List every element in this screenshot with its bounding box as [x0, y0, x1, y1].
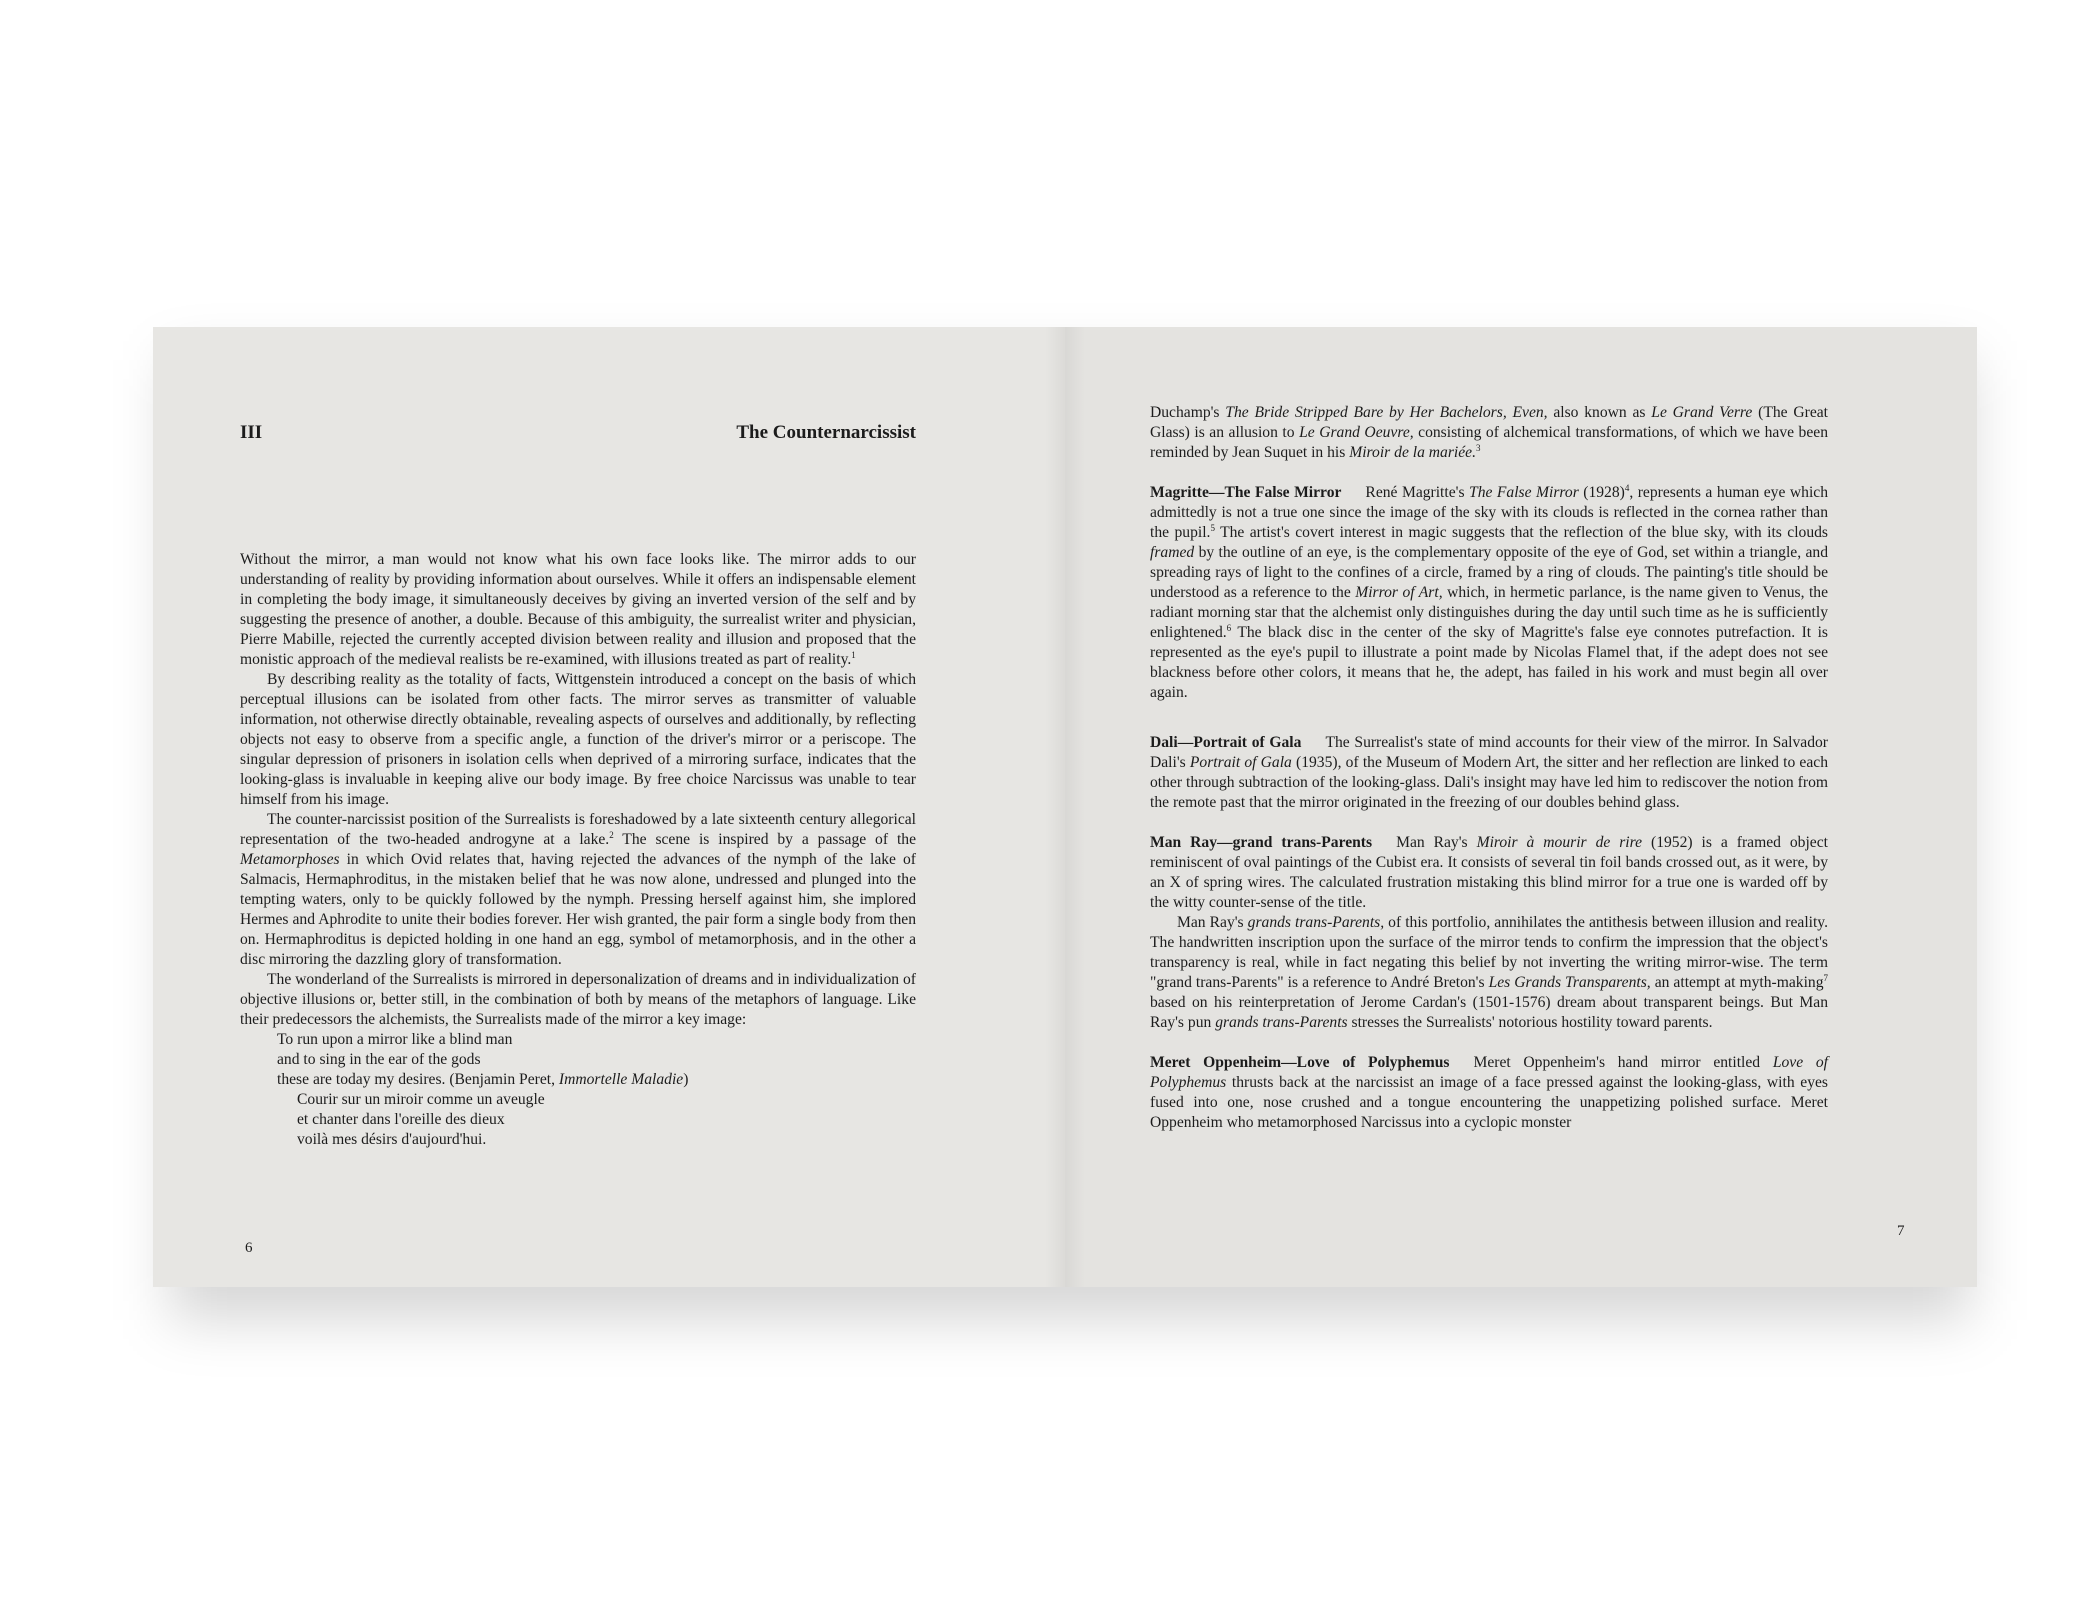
section-magritte: Magritte—The False Mirror René Magritte's The False Mirror $(1928)^4$, represents a human eye which admittedly is not a true one since the image of the sky with its clouds is reflected in the cornea rather than the pupil.$^5$ The artist's covert interest in magic suggests that the reflection of the blue sky, with its clouds framed by the outline of an eye, is the complementary opposite of the eye of God, set within a triangle, and spreading rays of light to the confines of a circle, framed by a ring of clouds. The painting's title should be understood as a reference to the Mirror of Art, which, in hermetic parlance, is the name given to Venus, the radiant morning star that the alchemist only distinguishes during the day until such time as he is sufficiently enlightened.$^6$ The black disc in the center of the sky of Magritte's false eye connotes putrefaction. It is represented as the eye's pupil to illustrate a point made by Nicolas Flamel that, if the adept does not see blackness before other colors, it means that he, the adept, has failed in his work and must begin all over again.: [1150, 482, 1829, 701]
right-page: [1065, 327, 1977, 1287]
paragraph: The counter-narcissist position of the Surrealists is foreshadowed by a late sixteenth century allegorical representation of the two-headed androgyne at a lake.$^2$ The scene is inspired by a passage of the Metamorphoses in which Ovid relates that, having rejected the advances of the nymph of the lake of Salmacis, Hermaphroditus, in the mistaken belief that he was now alone, undressed and plunged into the tempting waters, only to be quickly followed by the nymph. Pressing herself against him, she implored Hermes and Aphrodite to unite their bodies forever. Her wish granted, the pair form a single body from then on. Hermaphroditus is depicted holding in one hand an egg, symbol of metamorphosis, and in the other a disc mirroring the dazzling glory of transformation.: [240, 811, 916, 968]
right-body-text: [1150, 403, 1828, 1133]
paragraph: Without the mirror, a man would not know what his own face looks like. The mirror adds to our understanding of reality by providing information about ourselves. While it offers an indispensable element in completing the body image, it simultaneously deceives by giving an inverted version of the self and by suggesting the presence of another, a double. Because of this ambiguity, the surrealist writer and physician, Pierre Mabille, rejected the currently accepted division between reality and illusion and proposed that the monistic approach of the medieval realists be re-examined, with illusions treated as part of reality.$^1$: [240, 551, 916, 668]
section-heading: Magritte—The False Mirror: [1150, 484, 1342, 501]
page-number-right: 7: [1897, 1223, 1905, 1239]
paragraph: The wonderland of the Surrealists is mirrored in depersonalization of dreams and in individualization of objective illusions or, better still, in the combination of both by means of the metaphors of language. Like their predecessors the alchemists, the Surrealists made of the mirror a key image:: [240, 971, 916, 1028]
section-heading: Man Ray—grand trans-Parents: [1150, 834, 1373, 851]
intro-paragraph: Duchamp's The Bride Stripped Bare by Her Bachelors, Even, also known as Le Grand Verre (The Great Glass) is an allusion to Le Grand Oeuvre, consisting of alchemical transformations, of which we have been reminded by Jean Suquet in his Miroir de la mariée.$^3$: [1150, 404, 1828, 461]
section-manray: Man Ray—grand trans-Parents Man Ray's Miroir à mourir de rire (1952) is a framed object reminiscent of oval paintings of the Cubist era. It consists of several tin foil bands crossed out, as it were, by an X of spring wires. The calculated frustration mistaking this blind mirror for a true one is warded off by the witty counter-sense of the title.: [1150, 834, 1828, 911]
section-oppenheim: Meret Oppenheim—Love of Polyphemus Meret Oppenheim's hand mirror entitled Love of Polyphemus thrusts back at the narcissist an image of a face pressed against the looking-glass, with eyes fused into one, nose crushed and a tongue encountering the unappetizing polished surface. Meret Oppenheim who metamorphosed Narcissus into a cyclopic monster: [1150, 1054, 1828, 1131]
left-page: [153, 327, 1065, 1287]
left-body-text: [240, 550, 916, 1150]
section-heading: Dali—Portrait of Gala: [1150, 734, 1302, 751]
paragraph: By describing reality as the totality of facts, Wittgenstein introduced a concept on the basis of which perceptual illusions can be isolated from other facts. The mirror serves as transmitter of valuable information, not otherwise directly obtainable, revealing aspects of ourselves and additionally, by reflecting objects not easy to observe from a specific angle, a function of the driver's mirror or a periscope. The singular depression of prisoners in isolation cells when deprived of a mirroring surface, indicates that the looking-glass is invaluable in keeping alive our body image. By free choice Narcissus was unable to tear himself from his image.: [240, 671, 916, 808]
section-dali: Dali—Portrait of Gala The Surrealist's state of mind accounts for their view of the mirror. In Salvador Dali's Portrait of Gala (1935), of the Museum of Modern Art, the sitter and her reflection are linked to each other through subtraction of the looking-glass. Dali's insight may have led him to rediscover the notion from the remote past that the mirror originated in the freezing of our doubles behind glass.: [1150, 734, 1829, 811]
chapter-title: The Counternarcissist: [736, 422, 916, 443]
book-gutter: [1045, 327, 1085, 1287]
poem-quotation: To run upon a mirror like a blind man and to sing in the ear of the gods these are today my desires. (Benjamin Peret, Immortelle Maladie) Courir sur un miroir comme un aveugle et chanter dans l'oreille des dieux voilà mes désirs d'aujourd'hui.: [277, 1031, 689, 1148]
page-number-left: 6: [245, 1240, 253, 1256]
section-heading: Meret Oppenheim—Love of Polyphemus: [1150, 1054, 1450, 1071]
chapter-number: III: [240, 422, 263, 443]
paragraph: Man Ray's grands trans-Parents, of this portfolio, annihilates the antithesis between illusion and reality. The handwritten inscription upon the surface of the mirror tends to confirm the impression that the object's transparency is real, while in fact negating this belief by not inverting the writing mirror-wise. The term "grand trans-Parents" is a reference to André Breton's Les Grands Transparents, an attempt at myth-making$^7$ based on his reinterpretation of Jerome Cardan's (1501-1576) dream about transparent beings. But Man Ray's pun grands trans-Parents stresses the Surrealists' notorious hostility toward parents.: [1150, 914, 1828, 1031]
